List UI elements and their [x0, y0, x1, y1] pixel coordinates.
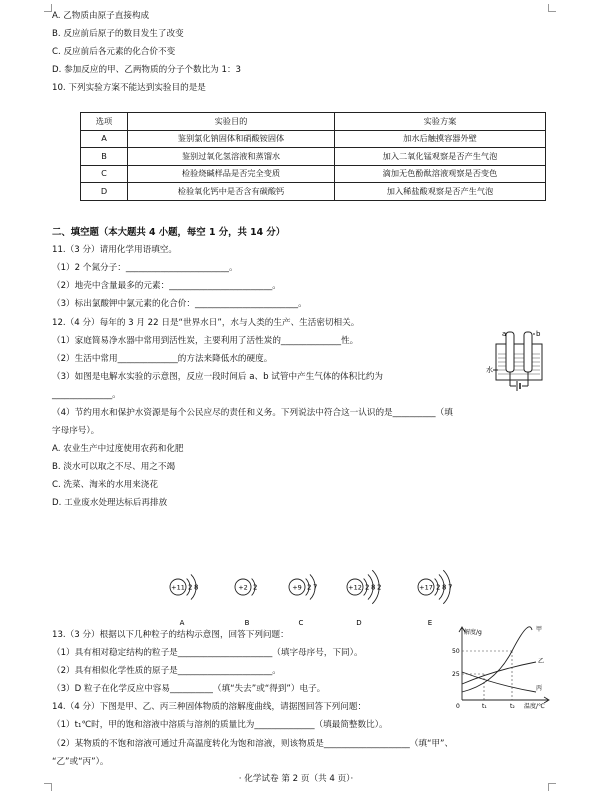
- shell-electron-count: 8: [371, 583, 376, 592]
- curve-label-bing: 丙: [536, 685, 543, 692]
- table-header-row: [81, 113, 546, 131]
- shell-electron-count: 8: [194, 583, 199, 592]
- particle-b: [235, 579, 257, 627]
- shell-electron-count: 8: [442, 583, 447, 592]
- nucleus-charge: +17: [419, 583, 433, 592]
- tank-water-hatch: [498, 354, 540, 374]
- q11-stem: 11.（3 分）请用化学用语填空。: [52, 245, 177, 255]
- table-row: [81, 165, 546, 183]
- table-row: [81, 183, 546, 201]
- table-header: 实验方案: [335, 113, 546, 131]
- y-tick-25: 25: [452, 671, 460, 678]
- q12-part-3-blank: ______________。: [52, 390, 121, 400]
- shell-electron-count: 2: [377, 583, 382, 592]
- particle-label: B: [244, 619, 250, 627]
- tube-label-a: a: [502, 330, 507, 338]
- table-cell: A: [81, 130, 128, 148]
- water-label: 水: [486, 366, 493, 374]
- shell-electron-count: 2: [307, 583, 312, 592]
- q14-stem: 14.（4 分）下图是甲、乙、丙三种固体物质的溶解度曲线，请据图回答下列问题：: [52, 702, 367, 712]
- x-tick-t2: t₂: [510, 703, 515, 710]
- q12-option-c: C. 洗菜、淘米的水用来浇花: [52, 480, 158, 490]
- q10-table: [80, 112, 546, 201]
- tube-label-b: b: [536, 330, 541, 338]
- q12-part-3: （3）如图是电解水实验的示意图，反应一段时间后 a、b 试管中产生气体的体积比约为: [52, 372, 384, 382]
- curve-label-yi: 乙: [538, 658, 545, 665]
- q9-option-a: A. 乙物质由原子直接构成: [52, 11, 150, 21]
- particle-c: [289, 574, 317, 627]
- table-cell: C: [81, 165, 128, 183]
- shell-electron-count: 2: [436, 583, 441, 592]
- page-footer: · 化学试卷 第 2 页（共 4 页）·: [238, 774, 354, 784]
- q14-part-2: （2）某物质的不饱和溶液可通过升高温度转化为饱和溶液，则该物质是____________________（填“甲”、: [52, 739, 454, 749]
- corner-mark-top-left: [44, 4, 52, 12]
- corner-mark-bottom-right: [548, 783, 556, 791]
- particle-label: C: [298, 619, 304, 627]
- table-cell: 检验烧碱样品是否完全变质: [128, 165, 335, 183]
- table-cell: 加水后触摸容器外壁: [335, 130, 546, 148]
- shell-electron-count: 2: [253, 583, 258, 592]
- x-axis-label: 温度/℃: [524, 703, 545, 710]
- q9-option-c: C. 反应前后各元素的化合价不变: [52, 47, 176, 57]
- particle-diagrams: [150, 565, 480, 635]
- nucleus-charge: +2: [238, 583, 248, 592]
- q10-stem: 10. 下列实验方案不能达到实验目的是是: [52, 83, 206, 93]
- q11-part-1: （1）2 个氮分子：________________________。: [52, 263, 238, 273]
- origin-label: 0: [456, 703, 460, 710]
- curve-bing: [462, 672, 536, 692]
- shell-electron-count: 7: [448, 583, 453, 592]
- q9-option-b: B. 反应前后原子的数目发生了改变: [52, 29, 184, 39]
- particle-e: [418, 570, 452, 627]
- particle-a: [170, 574, 198, 627]
- table-cell: B: [81, 148, 128, 166]
- q14-part-1: （1）t₁℃时，甲的饱和溶液中溶质与溶剂的质量比为______________（填最简整数比）。: [52, 720, 388, 730]
- corner-mark-bottom-left: [44, 783, 52, 791]
- particle-label: E: [427, 619, 433, 627]
- particle-d: [347, 570, 381, 627]
- x-tick-t1: t₁: [482, 703, 487, 710]
- test-tube-b: [524, 332, 532, 372]
- curve-yi: [462, 662, 536, 684]
- q11-part-2: （2）地壳中含量最多的元素：________________________。: [52, 281, 281, 291]
- solubility-graph: [440, 622, 556, 712]
- test-tube-a: [506, 332, 514, 372]
- section-2-heading: 二、填空题（本大题共 4 小题，每空 1 分，共 14 分）: [52, 227, 286, 238]
- nucleus-charge: +12: [348, 583, 362, 592]
- table-cell: 鉴别氯化钠固体和硝酸铵固体: [128, 130, 335, 148]
- table-cell: 检验氧化钙中是否含有碳酸钙: [128, 183, 335, 201]
- electrolysis-diagram: [486, 328, 556, 396]
- shell-electron-count: 2: [188, 583, 193, 592]
- table-header: 选项: [81, 113, 128, 131]
- particle-label: A: [179, 619, 185, 627]
- table-cell: 滴加无色酚酞溶液观察是否变色: [335, 165, 546, 183]
- y-axis-label: 解度/g: [464, 629, 482, 636]
- q13-part-2: （2）具有相似化学性质的原子是______________________。: [52, 666, 281, 676]
- table-row: [81, 148, 546, 166]
- q12-part-2: （2）生活中常用______________的方法来降低水的硬度。: [52, 354, 273, 364]
- shell-electron-count: 2: [365, 583, 370, 592]
- table-header: 实验目的: [128, 113, 335, 131]
- nucleus-charge: +9: [292, 583, 302, 592]
- q13-part-1: （1）具有相对稳定结构的粒子是______________________（填字母序号，下同）。: [52, 648, 363, 658]
- shell-electron-count: 7: [313, 583, 318, 592]
- y-tick-50: 50: [452, 648, 460, 655]
- q9-option-d: D. 参加反应的甲、乙两物质的分子个数比为 1：3: [52, 65, 242, 75]
- q12-part-4: （4）节约用水和保护水资源是每个公民应尽的责任和义务。下列说法中符合这一认识的是__________（填: [52, 408, 453, 418]
- curve-jia: [462, 627, 532, 692]
- q12-part-4-cont: 字母序号）。: [52, 426, 100, 436]
- table-row: [81, 130, 546, 148]
- q12-part-1: （1）家庭简易净水器中常用到活性炭，主要利用了活性炭的______________性。: [52, 336, 359, 346]
- table-cell: 鉴别过氧化氢溶液和蒸馏水: [128, 148, 335, 166]
- q12-option-d: D. 工业废水处理达标后再排放: [52, 498, 168, 508]
- corner-mark-top-right: [548, 4, 556, 12]
- table-cell: 加入二氧化锰观察是否产生气泡: [335, 148, 546, 166]
- q11-part-3: （3）标出氯酸钾中氯元素的化合价：________________________。: [52, 299, 307, 309]
- table-cell: D: [81, 183, 128, 201]
- particle-label: D: [356, 619, 362, 627]
- nucleus-charge: +11: [171, 583, 185, 592]
- q14-part-2-cont: “乙”或“丙”）。: [52, 757, 109, 767]
- q13-part-3: （3）D 粒子在化学反应中容易__________（填“失去”或“得到”）电子。: [52, 684, 326, 694]
- q12-option-b: B. 淡水可以取之不尽、用之不竭: [52, 462, 176, 472]
- curve-label-jia: 甲: [536, 626, 543, 633]
- q12-stem: 12.（4 分）每年的 3 月 22 日是“世界水日”，水与人类的生产、生活密切相关。: [52, 318, 360, 328]
- table-cell: 加入稀盐酸观察是否产生气泡: [335, 183, 546, 201]
- q13-stem: 13.（3 分）根据以下几种粒子的结构示意图，回答下列问题：: [52, 630, 289, 640]
- q12-option-a: A. 农业生产中过度使用农药和化肥: [52, 444, 184, 454]
